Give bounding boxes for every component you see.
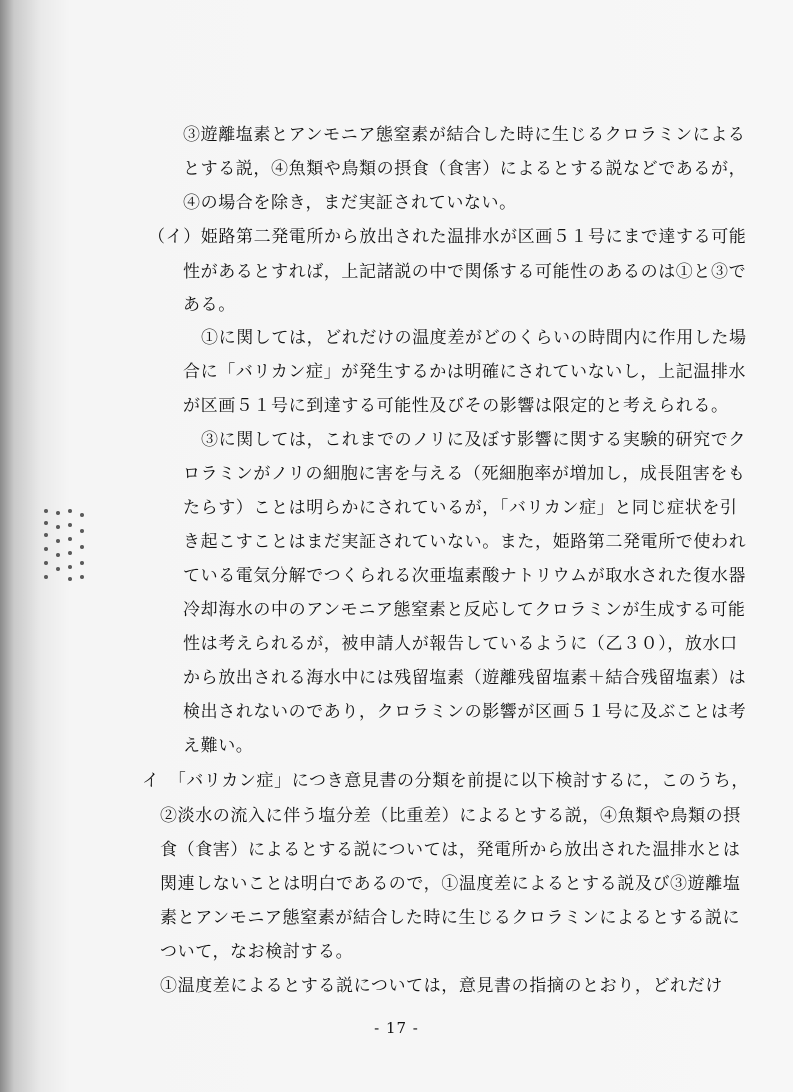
hole-mark <box>68 523 72 527</box>
text-line: 素とアンモニア態窒素が結合した時に生じるクロラミンによるとする説に <box>160 908 741 928</box>
hole-mark <box>80 513 84 517</box>
text-line: 合に「バリカン症」が発生するかは明確にされていないし，上記温排水 <box>183 362 747 382</box>
text-line: ①に関しては，どれだけの温度差がどのくらいの時間内に作用した場 <box>201 328 747 348</box>
text-line: 食（食害）によるとする説については，発電所から放出された温排水とは <box>160 840 741 860</box>
hole-mark <box>80 575 84 579</box>
text-line: とする説，④魚類や鳥類の摂食（食害）によるとする説などであるが， <box>183 159 747 179</box>
page-number: - 17 - <box>374 1019 419 1037</box>
text-line: ③に関しては，これまでのノリに及ぼす影響に関する実験的研究でク <box>201 430 746 450</box>
hole-mark <box>68 577 72 581</box>
text-line: 性があるとすれば，上記諸説の中で関係する可能性のあるのは①と③で <box>183 262 747 282</box>
hole-mark <box>44 521 48 525</box>
hole-mark <box>68 565 72 569</box>
text-line: ②淡水の流入に伴う塩分差（比重差）によるとする説，④魚類や鳥類の摂 <box>160 806 741 826</box>
text-line: イ 「バリカン症」につき意見書の分類を前提に以下検討するに，このうち， <box>142 771 749 791</box>
text-line: 性は考えられるが，被申請人が報告しているように（乙３０），放水口 <box>183 634 738 654</box>
hole-mark <box>44 533 48 537</box>
hole-mark <box>68 509 72 513</box>
text-line: ④の場合を除き，まだ実証されていない。 <box>183 193 517 213</box>
hole-mark <box>56 567 60 571</box>
hole-mark <box>68 537 72 541</box>
binder-holes <box>40 505 90 585</box>
text-line: ①温度差によるとする説については，意見書の指摘のとおり，どれだけ <box>160 976 723 996</box>
text-line: 検出されないのであり，クロラミンの影響が区画５１号に及ぶことは考 <box>183 702 747 722</box>
text-line: ついて，なお検討する。 <box>160 942 354 962</box>
hole-mark <box>44 561 48 565</box>
hole-mark <box>44 575 48 579</box>
text-line: 関連しないことは明白であるので，①温度差によるとする説及び③遊離塩 <box>160 874 741 894</box>
hole-mark <box>56 539 60 543</box>
text-line: ③遊離塩素とアンモニア態窒素が結合した時に生じるクロラミンによる <box>183 125 746 145</box>
text-line: ロラミンがノリの細胞に害を与える（死細胞率が増加し，成長阻害をも <box>183 464 746 484</box>
text-line: たらす）ことは明らかにされているが，「バリカン症」と同じ症状を引 <box>183 498 738 518</box>
text-line: 冷却海水の中のアンモニア態窒素と反応してクロラミンが生成する可能 <box>183 600 746 620</box>
hole-mark <box>56 511 60 515</box>
text-line: き起こすことはまだ実証されていない。また，姫路第二発電所で使われ <box>183 532 747 552</box>
text-line: ある。 <box>183 295 236 315</box>
text-line: から放出される海水中には残留塩素（遊離残留塩素＋結合残留塩素）は <box>183 668 747 688</box>
hole-mark <box>56 525 60 529</box>
text-line: え難い。 <box>183 736 254 756</box>
hole-mark <box>80 529 84 533</box>
hole-mark <box>80 545 84 549</box>
hole-mark <box>56 553 60 557</box>
text-line: ている電気分解でつくられる次亜塩素酸ナトリウムが取水された復水器 <box>183 566 747 586</box>
hole-mark <box>68 551 72 555</box>
text-line: が区画５１号に到達する可能性及びその影響は限定的と考えられる。 <box>183 396 729 416</box>
text-line: （イ）姫路第二発電所から放出された温排水が区画５１号にまで達する可能 <box>148 227 747 247</box>
hole-mark <box>44 547 48 551</box>
hole-mark <box>80 561 84 565</box>
hole-mark <box>44 509 48 513</box>
